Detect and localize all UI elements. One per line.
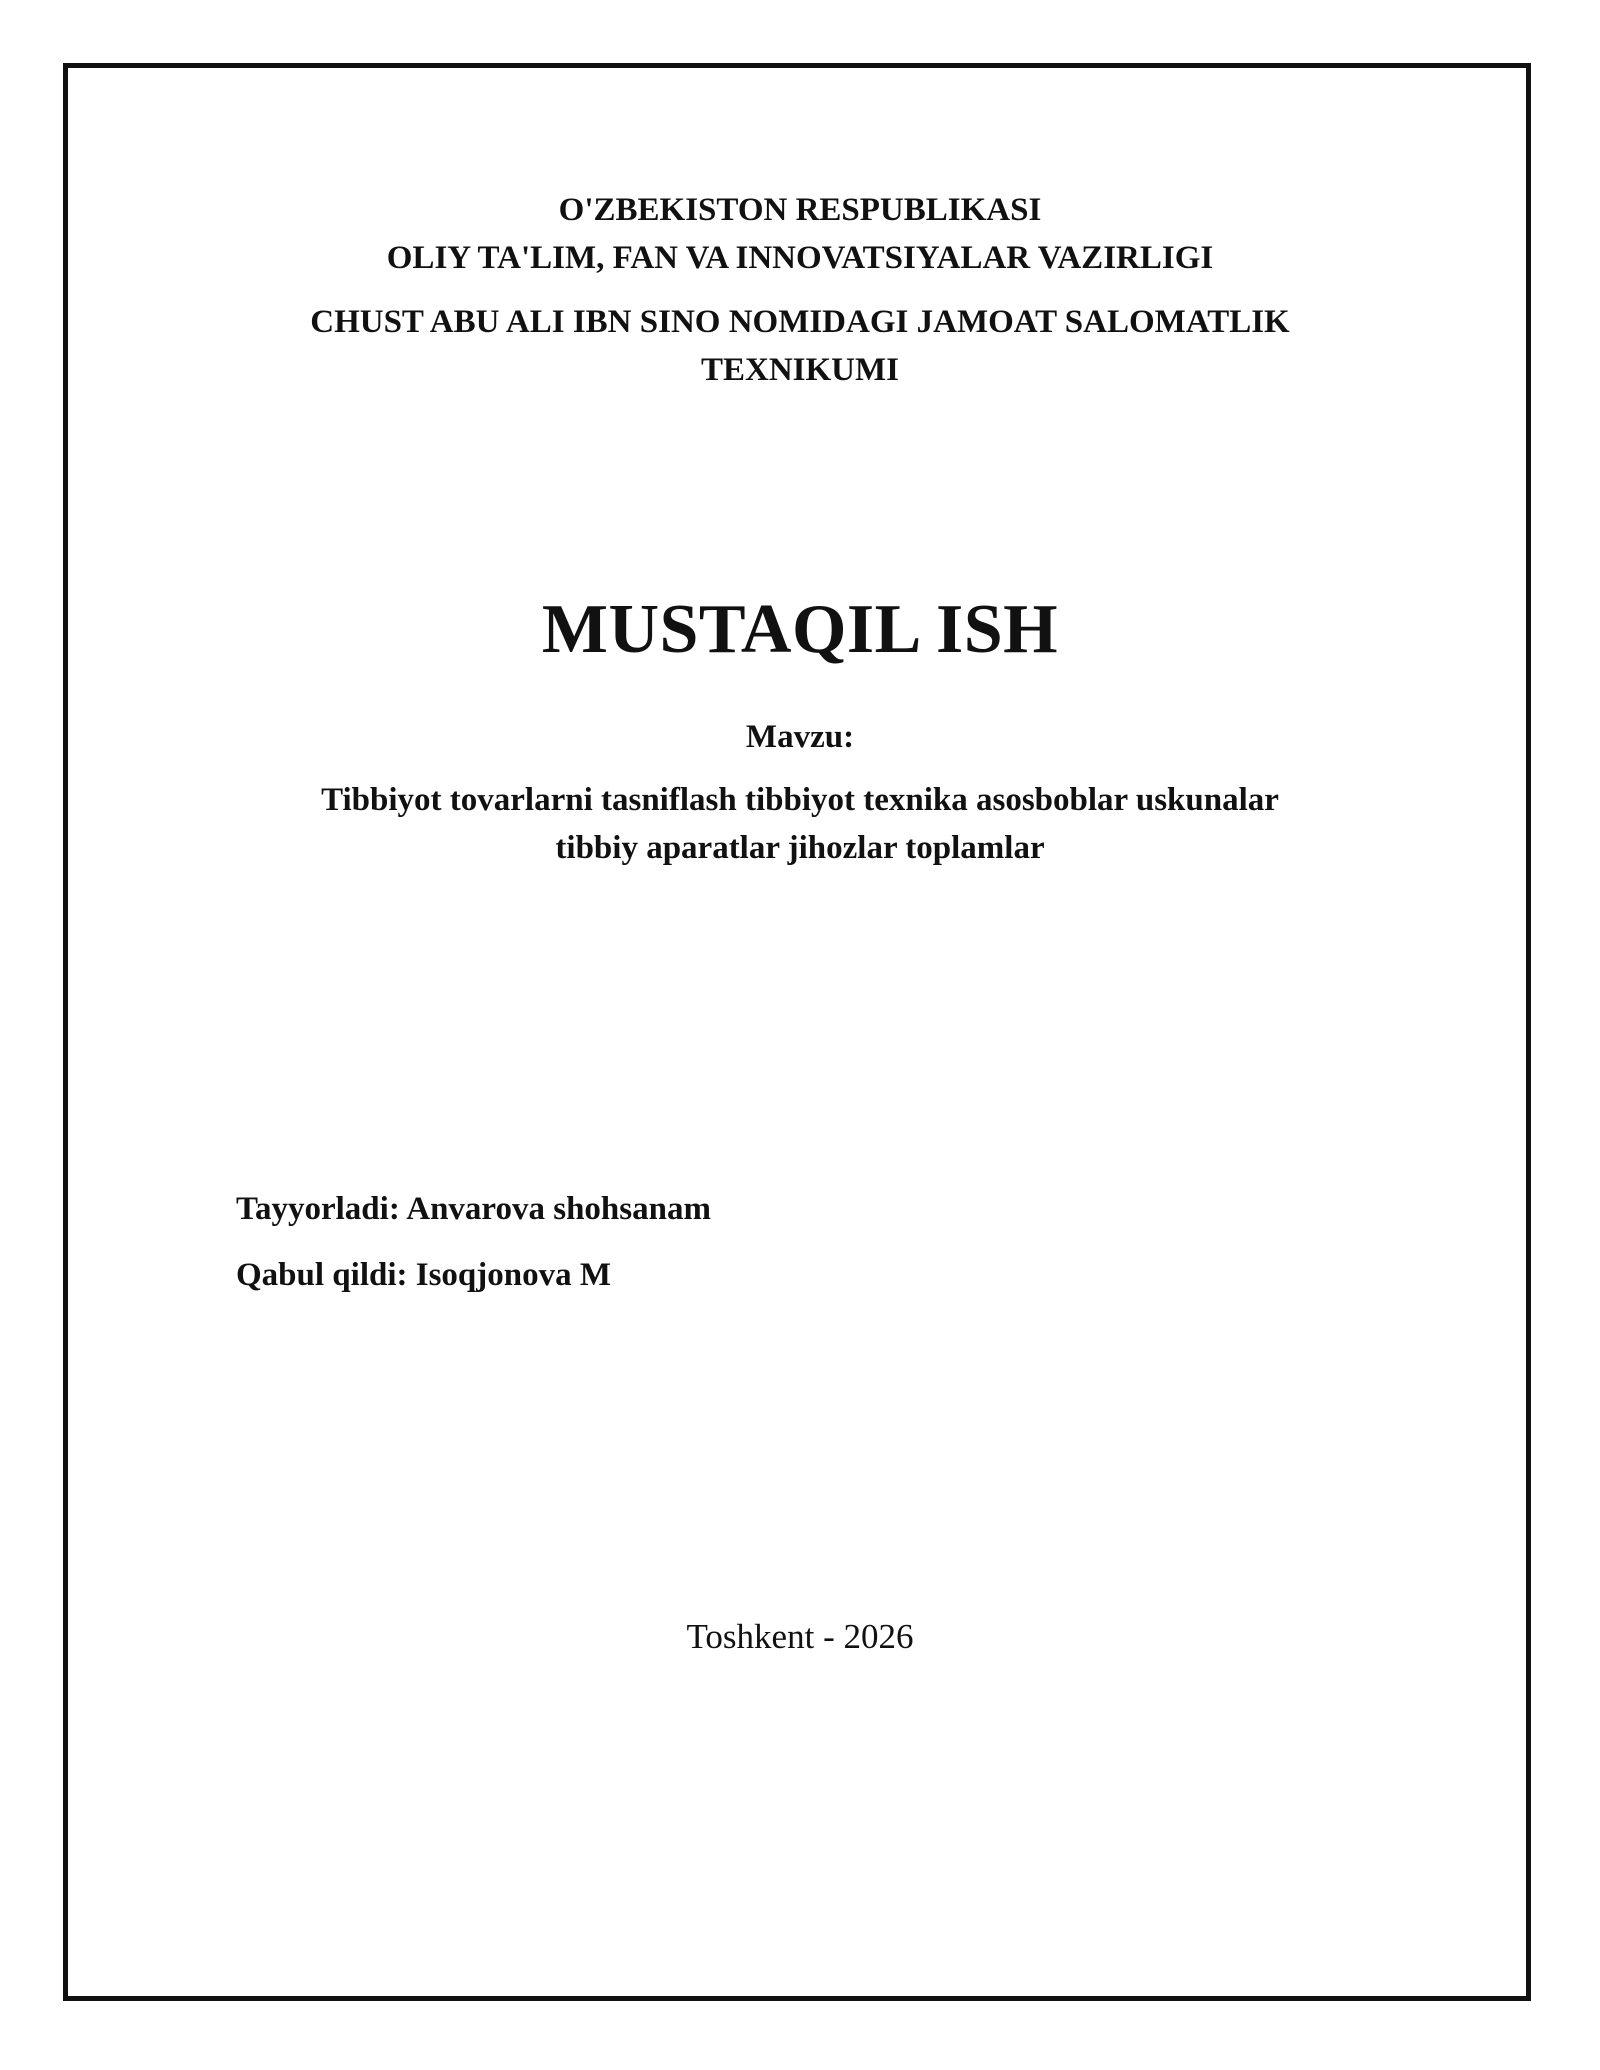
place-and-year: Toshkent - 2026 <box>686 1617 914 1656</box>
institution-name-line1: CHUST ABU ALI IBN SINO NOMIDAGI JAMOAT SALOMATLIK <box>310 304 1290 340</box>
topic-text-line2: tibbiy aparatlar jihozlar toplamlar <box>555 830 1045 866</box>
document-title: MUSTAQIL ISH <box>541 591 1059 668</box>
prepared-by: Tayyorladi: Anvarova shohsanam <box>236 1191 711 1227</box>
country-name: O'ZBEKISTON RESPUBLIKASI <box>558 192 1042 228</box>
institution-name-line2: TEXNIKUMI <box>700 352 900 388</box>
accepted-by: Qabul qildi: Isoqjonova M <box>236 1257 612 1293</box>
topic-label: Mavzu: <box>745 719 855 755</box>
topic-text-line1: Tibbiyot tovarlarni tasniflash tibbiyot texnika asosboblar uskunalar <box>321 782 1279 818</box>
ministry-name: OLIY TA'LIM, FAN VA INNOVATSIYALAR VAZIRLIGI <box>386 240 1214 276</box>
